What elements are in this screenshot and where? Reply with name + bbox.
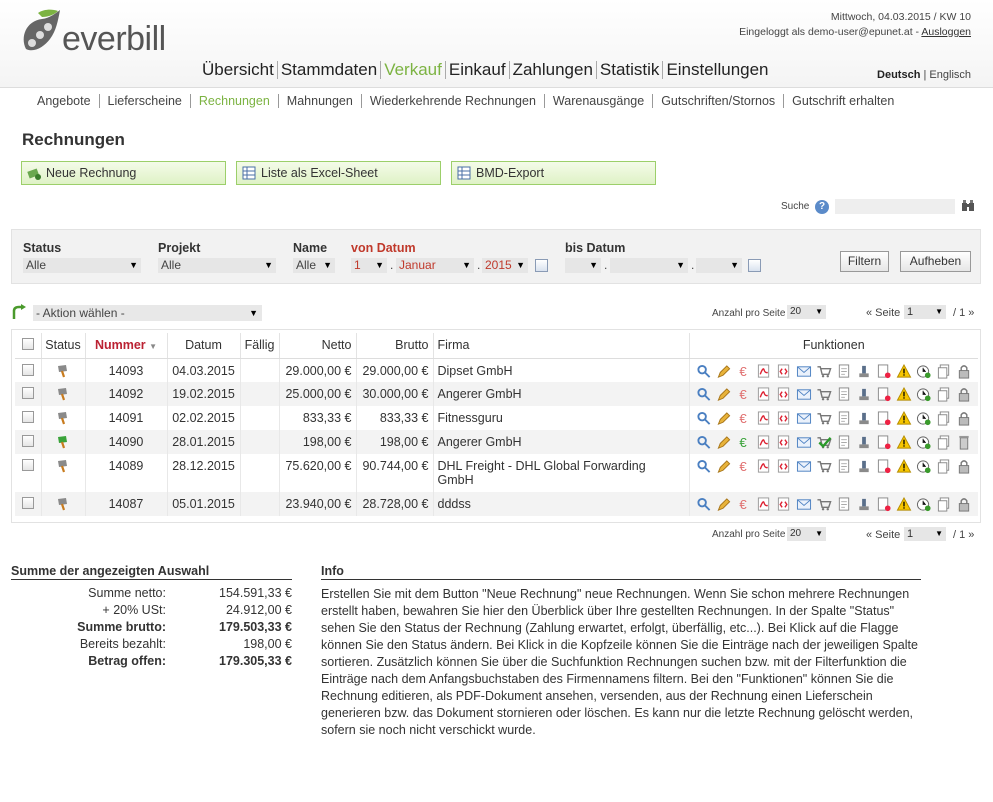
euro-icon[interactable] xyxy=(736,411,752,426)
date-cell: 19.02.2015 xyxy=(167,382,240,406)
functions-cell xyxy=(689,382,978,406)
magnifier-icon[interactable] xyxy=(696,459,712,474)
reset-filter-button[interactable]: Aufheben xyxy=(900,251,971,272)
bmd-export-button[interactable] xyxy=(451,161,656,185)
date-separator: . xyxy=(604,258,608,272)
functions-cell xyxy=(689,454,978,492)
col-due[interactable]: Fällig xyxy=(240,333,279,358)
status-cell xyxy=(41,382,85,406)
status-flag-icon[interactable] xyxy=(56,435,70,449)
language-switch xyxy=(877,69,971,81)
date-cell: 02.02.2015 xyxy=(167,406,240,430)
col-date[interactable]: Datum xyxy=(167,333,240,358)
lock-icon[interactable] xyxy=(956,364,972,379)
to-year-select[interactable] xyxy=(696,258,742,273)
row-select-cell xyxy=(15,430,41,454)
user-info xyxy=(739,10,971,40)
row-checkbox[interactable] xyxy=(22,497,34,509)
document-red-icon[interactable] xyxy=(876,411,892,426)
spreadsheet-icon xyxy=(457,166,471,180)
filter-panel xyxy=(11,229,981,284)
copy-icon[interactable] xyxy=(936,459,952,474)
arrow-turn-icon xyxy=(11,304,27,320)
summary-label: Summe brutto: xyxy=(77,620,166,634)
app-logo-text: everbill xyxy=(62,20,166,58)
chevron-down-icon: ▼ xyxy=(462,260,471,270)
page-total-label-bottom[interactable]: / 1 » xyxy=(953,529,975,541)
chevron-down-icon: ▼ xyxy=(815,307,823,316)
subnav-rechnungen[interactable]: Rechnungen xyxy=(191,94,279,108)
subnav-gutschriften[interactable]: Gutschriften/Stornos xyxy=(653,94,784,108)
code-icon[interactable] xyxy=(776,459,792,474)
summary-row xyxy=(11,636,292,653)
due-cell xyxy=(240,492,279,516)
page-value: 1 xyxy=(907,306,914,318)
table-row[interactable] xyxy=(15,382,978,406)
row-select-cell xyxy=(15,454,41,492)
page-title: Rechnungen xyxy=(22,130,125,149)
sort-desc-icon: ▼ xyxy=(149,342,158,352)
chevron-down-icon: ▼ xyxy=(815,529,823,538)
code-icon[interactable] xyxy=(776,435,792,450)
info-title: Info xyxy=(321,564,921,580)
warning-icon[interactable] xyxy=(896,387,912,402)
row-select-cell xyxy=(15,406,41,430)
main-nav xyxy=(199,61,772,79)
filter-button[interactable]: Filtern xyxy=(840,251,889,272)
info-text: Erstellen Sie mit dem Button "Neue Rechnung" neue Rechnungen. Wenn Sie schon mehrere Rechnungen erstellt haben, bewahren Sie hier den Überblick über Ihre gestellten Rechnungen. In der Spalte "Status" sehen Sie den Status der Rechnung (Zahlung erwartet, erfolgt, überfällig, etc...). Bei Klick auf die Flagge können Sie den Status ändern. Bei Klick in die Kopfzeile können Sie die Einträge nach der jeweiligen Spalte sortieren. Zusätzlich können Sie über die Suchfunktion Rechnungen suchen bzw. mit der Filterfunktion die Einträge nach dem Anfangsbuchstaben des Firmennamens filtern. Bei den "Funktionen" können Sie die Rechnung editieren, als PDF-Dokument ansehen, versenden, aus der Rechnung einen Lieferschein generieren bzw. das Dokument stornieren oder löschen. Es kann nur die letzte Rechnung gelöscht werden, sofern sie noch nicht verschickt wurde. xyxy=(321,587,918,737)
name-filter-select[interactable] xyxy=(293,258,335,273)
summary-value: 179.305,33 € xyxy=(219,654,292,668)
stamp-icon[interactable] xyxy=(856,387,872,402)
cart-icon[interactable] xyxy=(816,497,832,512)
status-cell xyxy=(41,358,85,382)
envelope-icon[interactable] xyxy=(796,364,812,379)
stamp-icon[interactable] xyxy=(856,364,872,379)
page-value: 1 xyxy=(907,528,914,540)
date-separator: . xyxy=(390,258,394,272)
from-month-select[interactable] xyxy=(396,258,474,273)
code-icon[interactable] xyxy=(776,411,792,426)
summary-table xyxy=(11,585,292,670)
warning-icon[interactable] xyxy=(896,497,912,512)
envelope-icon[interactable] xyxy=(796,387,812,402)
page-select-top[interactable] xyxy=(904,305,946,319)
gross-cell: 90.744,00 € xyxy=(356,454,433,492)
clock-icon[interactable] xyxy=(916,411,932,426)
project-filter-select[interactable] xyxy=(158,258,276,273)
row-checkbox[interactable] xyxy=(22,364,34,376)
chevron-down-icon: ▼ xyxy=(516,260,525,270)
summary-row xyxy=(11,602,292,619)
chevron-down-icon: ▼ xyxy=(129,260,138,270)
lang-deutsch[interactable]: Deutsch xyxy=(877,69,921,81)
pdf-icon[interactable] xyxy=(756,459,772,474)
bulk-action-select[interactable] xyxy=(33,305,262,321)
svg-text:€: € xyxy=(738,497,747,512)
status-flag-icon[interactable] xyxy=(56,411,70,425)
from-day-select[interactable] xyxy=(351,258,387,273)
functions-cell xyxy=(689,406,978,430)
row-checkbox[interactable] xyxy=(22,459,34,471)
pdf-icon[interactable] xyxy=(756,387,772,402)
status-flag-icon[interactable] xyxy=(56,497,70,511)
current-date: Mittwoch, 04.03.2015 / KW 10 xyxy=(830,11,971,23)
per-page-label-bottom: Anzahl pro Seite xyxy=(712,529,786,540)
nav-statistik[interactable]: Statistik xyxy=(597,61,664,79)
net-cell: 833,33 € xyxy=(279,406,356,430)
new-invoice-button[interactable] xyxy=(21,161,226,185)
functions-cell xyxy=(689,492,978,516)
warning-icon[interactable] xyxy=(896,435,912,450)
project-filter-value: Alle xyxy=(161,258,182,272)
pencil-icon[interactable] xyxy=(716,411,732,426)
trash-icon[interactable] xyxy=(956,435,972,450)
status-cell xyxy=(41,492,85,516)
to-date-label: bis Datum xyxy=(565,241,626,255)
net-cell: 198,00 € xyxy=(279,430,356,454)
document-icon[interactable] xyxy=(836,497,852,512)
cart-icon[interactable] xyxy=(816,411,832,426)
magnifier-icon[interactable] xyxy=(696,497,712,512)
nav-verkauf[interactable]: Verkauf xyxy=(381,61,446,79)
euro-icon[interactable] xyxy=(736,435,752,450)
nav-einkauf[interactable]: Einkauf xyxy=(446,61,510,79)
pdf-icon[interactable] xyxy=(756,364,772,379)
euro-icon[interactable] xyxy=(736,387,752,402)
magnifier-icon[interactable] xyxy=(696,387,712,402)
per-page-select-top[interactable] xyxy=(787,305,826,319)
nav-stammdaten[interactable]: Stammdaten xyxy=(278,61,381,79)
envelope-icon[interactable] xyxy=(796,435,812,450)
status-filter-label: Status xyxy=(23,241,62,255)
from-date-label: von Datum xyxy=(351,241,416,255)
functions-cell xyxy=(689,430,978,454)
subnav-gutschrift-erhalten[interactable]: Gutschrift erhalten xyxy=(792,94,895,108)
summary-value: 198,00 € xyxy=(243,637,292,651)
new-invoice-label: Neue Rechnung xyxy=(46,166,137,180)
lang-separator: | xyxy=(923,69,927,81)
chevron-down-icon: ▼ xyxy=(730,260,739,270)
number-cell[interactable]: 14087 xyxy=(85,492,167,516)
logout-link[interactable]: Ausloggen xyxy=(921,26,971,38)
document-red-icon[interactable] xyxy=(876,435,892,450)
summary-row xyxy=(11,619,292,636)
svg-text:€: € xyxy=(738,411,747,426)
excel-export-button[interactable] xyxy=(236,161,441,185)
chevron-down-icon: ▼ xyxy=(375,260,384,270)
status-cell xyxy=(41,454,85,492)
subnav-mahnungen[interactable]: Mahnungen xyxy=(279,94,362,108)
number-cell[interactable]: 14091 xyxy=(85,406,167,430)
per-page-select-bottom[interactable] xyxy=(787,527,826,541)
stamp-icon[interactable] xyxy=(856,435,872,450)
table-row[interactable] xyxy=(15,492,978,516)
bulk-action-value: - Aktion wählen - xyxy=(36,306,125,320)
net-cell: 75.620,00 € xyxy=(279,454,356,492)
invoice-table-container xyxy=(11,329,981,523)
subnav-warenausgaenge[interactable]: Warenausgänge xyxy=(545,94,653,108)
from-day-value: 1 xyxy=(354,258,361,272)
number-cell[interactable]: 14092 xyxy=(85,382,167,406)
table-header-row xyxy=(15,333,978,358)
envelope-icon[interactable] xyxy=(796,459,812,474)
clock-icon[interactable] xyxy=(916,497,932,512)
svg-text:€: € xyxy=(738,459,747,474)
magnifier-icon[interactable] xyxy=(696,435,712,450)
summary-row xyxy=(11,653,292,670)
code-icon[interactable] xyxy=(776,387,792,402)
excel-export-label: Liste als Excel-Sheet xyxy=(261,166,378,180)
document-icon[interactable] xyxy=(836,435,852,450)
page-select-bottom[interactable] xyxy=(904,527,946,541)
envelope-icon[interactable] xyxy=(796,497,812,512)
per-page-value: 20 xyxy=(790,306,802,317)
company-cell: Fitnessguru xyxy=(433,406,689,430)
project-filter-label: Projekt xyxy=(158,241,201,255)
pdf-icon[interactable] xyxy=(756,435,772,450)
logo-icon xyxy=(20,9,64,55)
table-row[interactable] xyxy=(15,358,978,382)
pencil-icon[interactable] xyxy=(716,364,732,379)
functions-cell xyxy=(689,358,978,382)
company-cell: Angerer GmbH xyxy=(433,382,689,406)
number-cell[interactable]: 14093 xyxy=(85,358,167,382)
chevron-down-icon: ▼ xyxy=(676,260,685,270)
magnifier-icon[interactable] xyxy=(696,411,712,426)
name-filter-value: Alle xyxy=(296,258,317,272)
chevron-down-icon: ▼ xyxy=(935,307,943,316)
euro-icon[interactable] xyxy=(736,364,752,379)
col-functions: Funktionen xyxy=(689,333,978,358)
gross-cell: 833,33 € xyxy=(356,406,433,430)
document-icon[interactable] xyxy=(836,364,852,379)
svg-text:€: € xyxy=(738,435,747,450)
document-red-icon[interactable] xyxy=(876,459,892,474)
calendar-icon[interactable] xyxy=(748,259,761,272)
status-cell xyxy=(41,430,85,454)
date-cell: 28.12.2015 xyxy=(167,454,240,492)
copy-icon[interactable] xyxy=(936,364,952,379)
table-row[interactable] xyxy=(15,406,978,430)
date-separator: . xyxy=(477,258,481,272)
invoice-table xyxy=(15,333,978,516)
copy-icon[interactable] xyxy=(936,411,952,426)
document-red-icon[interactable] xyxy=(876,387,892,402)
due-cell xyxy=(240,454,279,492)
due-cell xyxy=(240,382,279,406)
document-icon[interactable] xyxy=(836,459,852,474)
clock-icon[interactable] xyxy=(916,364,932,379)
col-number[interactable] xyxy=(85,333,167,358)
gross-cell: 29.000,00 € xyxy=(356,358,433,382)
summary-value: 154.591,33 € xyxy=(219,586,292,600)
summary-label: Bereits bezahlt: xyxy=(79,637,166,651)
company-cell: Dipset GmbH xyxy=(433,358,689,382)
from-year-select[interactable] xyxy=(482,258,528,273)
code-icon[interactable] xyxy=(776,497,792,512)
select-all-header xyxy=(15,333,41,358)
nav-uebersicht[interactable]: Übersicht xyxy=(199,61,278,79)
subnav-lieferscheine[interactable]: Lieferscheine xyxy=(100,94,191,108)
chevron-down-icon: ▼ xyxy=(589,260,598,270)
per-page-value: 20 xyxy=(790,528,802,539)
page-prev-label-bottom[interactable]: « Seite xyxy=(866,529,901,541)
page-total-label[interactable]: / 1 » xyxy=(953,307,975,319)
company-cell: Angerer GmbH xyxy=(433,430,689,454)
from-year-value: 2015 xyxy=(485,258,512,272)
status-flag-icon[interactable] xyxy=(56,459,70,473)
gross-cell: 28.728,00 € xyxy=(356,492,433,516)
calendar-icon[interactable] xyxy=(535,259,548,272)
row-select-cell xyxy=(15,382,41,406)
money-plus-icon xyxy=(27,166,41,180)
net-cell: 23.940,00 € xyxy=(279,492,356,516)
code-icon[interactable] xyxy=(776,364,792,379)
svg-text:€: € xyxy=(738,387,747,402)
search-label: Suche xyxy=(781,201,810,212)
clock-icon[interactable] xyxy=(916,387,932,402)
table-row[interactable] xyxy=(15,430,978,454)
clock-icon[interactable] xyxy=(916,435,932,450)
document-icon[interactable] xyxy=(836,411,852,426)
table-row[interactable] xyxy=(15,454,978,492)
help-icon[interactable]: ? xyxy=(815,200,829,214)
lock-icon[interactable] xyxy=(956,387,972,402)
row-select-cell xyxy=(15,492,41,516)
company-cell: DHL Freight - DHL Global Forwarding GmbH xyxy=(433,454,689,492)
date-separator: . xyxy=(691,258,695,272)
col-number-label: Nummer xyxy=(94,338,146,353)
lock-icon[interactable] xyxy=(956,497,972,512)
pdf-icon[interactable] xyxy=(756,497,772,512)
lang-englisch[interactable]: Englisch xyxy=(929,69,971,81)
row-checkbox[interactable] xyxy=(22,411,34,423)
col-company[interactable]: Firma xyxy=(433,333,689,358)
document-red-icon[interactable] xyxy=(876,497,892,512)
summary-value: 179.503,33 € xyxy=(219,620,292,634)
cart-icon[interactable] xyxy=(816,459,832,474)
pencil-icon[interactable] xyxy=(716,459,732,474)
chevron-down-icon: ▼ xyxy=(935,529,943,538)
gross-cell: 198,00 € xyxy=(356,430,433,454)
due-cell xyxy=(240,430,279,454)
pencil-icon[interactable] xyxy=(716,435,732,450)
search-input[interactable] xyxy=(835,199,955,214)
number-cell[interactable]: 14089 xyxy=(85,454,167,492)
document-red-icon[interactable] xyxy=(876,364,892,379)
chevron-down-icon: ▼ xyxy=(323,260,332,270)
row-checkbox[interactable] xyxy=(22,387,34,399)
warning-icon[interactable] xyxy=(896,411,912,426)
stamp-icon[interactable] xyxy=(856,497,872,512)
magnifier-icon[interactable] xyxy=(696,364,712,379)
cart-icon[interactable] xyxy=(816,364,832,379)
pencil-icon[interactable] xyxy=(716,387,732,402)
svg-text:€: € xyxy=(738,363,747,379)
page-prev-label[interactable]: « Seite xyxy=(866,307,901,319)
spreadsheet-icon xyxy=(242,166,256,180)
net-cell: 29.000,00 € xyxy=(279,358,356,382)
logged-in-text: Eingeloggt als demo-user@epunet.at - xyxy=(739,26,920,38)
binoculars-icon[interactable] xyxy=(961,199,975,213)
status-flag-icon[interactable] xyxy=(56,387,70,401)
summary-label: Betrag offen: xyxy=(88,654,166,668)
status-cell xyxy=(41,406,85,430)
document-icon[interactable] xyxy=(836,387,852,402)
net-cell: 25.000,00 € xyxy=(279,382,356,406)
clock-icon[interactable] xyxy=(916,459,932,474)
row-checkbox[interactable] xyxy=(22,435,34,447)
to-month-select[interactable] xyxy=(610,258,688,273)
date-cell: 28.01.2015 xyxy=(167,430,240,454)
number-cell[interactable]: 14090 xyxy=(85,430,167,454)
due-cell xyxy=(240,406,279,430)
subnav-wiederkehrende[interactable]: Wiederkehrende Rechnungen xyxy=(362,94,545,108)
date-cell: 05.01.2015 xyxy=(167,492,240,516)
status-filter-value: Alle xyxy=(26,258,47,272)
summary-title: Summe der angezeigten Auswahl xyxy=(11,564,292,580)
copy-icon[interactable] xyxy=(936,497,952,512)
lock-icon[interactable] xyxy=(956,411,972,426)
nav-einstellungen[interactable]: Einstellungen xyxy=(666,60,769,79)
per-page-label: Anzahl pro Seite xyxy=(712,308,786,319)
euro-icon[interactable] xyxy=(736,459,752,474)
name-filter-label: Name xyxy=(293,241,328,255)
copy-icon[interactable] xyxy=(936,387,952,402)
chevron-down-icon: ▼ xyxy=(249,308,258,318)
sub-nav xyxy=(29,94,902,108)
euro-icon[interactable] xyxy=(736,497,752,512)
pdf-icon[interactable] xyxy=(756,411,772,426)
cart-icon[interactable] xyxy=(816,387,832,402)
status-filter-select[interactable] xyxy=(23,258,141,273)
header xyxy=(0,0,993,88)
to-day-select[interactable] xyxy=(565,258,601,273)
cart-icon[interactable] xyxy=(816,435,832,450)
chevron-down-icon: ▼ xyxy=(264,260,273,270)
from-month-value: Januar xyxy=(399,258,436,272)
envelope-icon[interactable] xyxy=(796,411,812,426)
row-select-cell xyxy=(15,358,41,382)
summary-value: 24.912,00 € xyxy=(225,603,292,617)
summary-row xyxy=(11,585,292,602)
select-all-checkbox[interactable] xyxy=(22,338,34,350)
pencil-icon[interactable] xyxy=(716,497,732,512)
nav-zahlungen[interactable]: Zahlungen xyxy=(510,61,597,79)
lock-icon[interactable] xyxy=(956,459,972,474)
stamp-icon[interactable] xyxy=(856,459,872,474)
col-gross[interactable]: Brutto xyxy=(356,333,433,358)
subnav-angebote[interactable]: Angebote xyxy=(29,94,100,108)
stamp-icon[interactable] xyxy=(856,411,872,426)
status-flag-icon[interactable] xyxy=(56,364,70,378)
copy-icon[interactable] xyxy=(936,435,952,450)
company-cell: dddss xyxy=(433,492,689,516)
col-status[interactable]: Status xyxy=(41,333,85,358)
warning-icon[interactable] xyxy=(896,459,912,474)
summary-label: Summe netto: xyxy=(88,586,166,600)
gross-cell: 30.000,00 € xyxy=(356,382,433,406)
due-cell xyxy=(240,358,279,382)
col-net[interactable]: Netto xyxy=(279,333,356,358)
bmd-export-label: BMD-Export xyxy=(476,166,545,180)
warning-icon[interactable] xyxy=(896,364,912,379)
summary-label: + 20% USt: xyxy=(102,603,166,617)
date-cell: 04.03.2015 xyxy=(167,358,240,382)
